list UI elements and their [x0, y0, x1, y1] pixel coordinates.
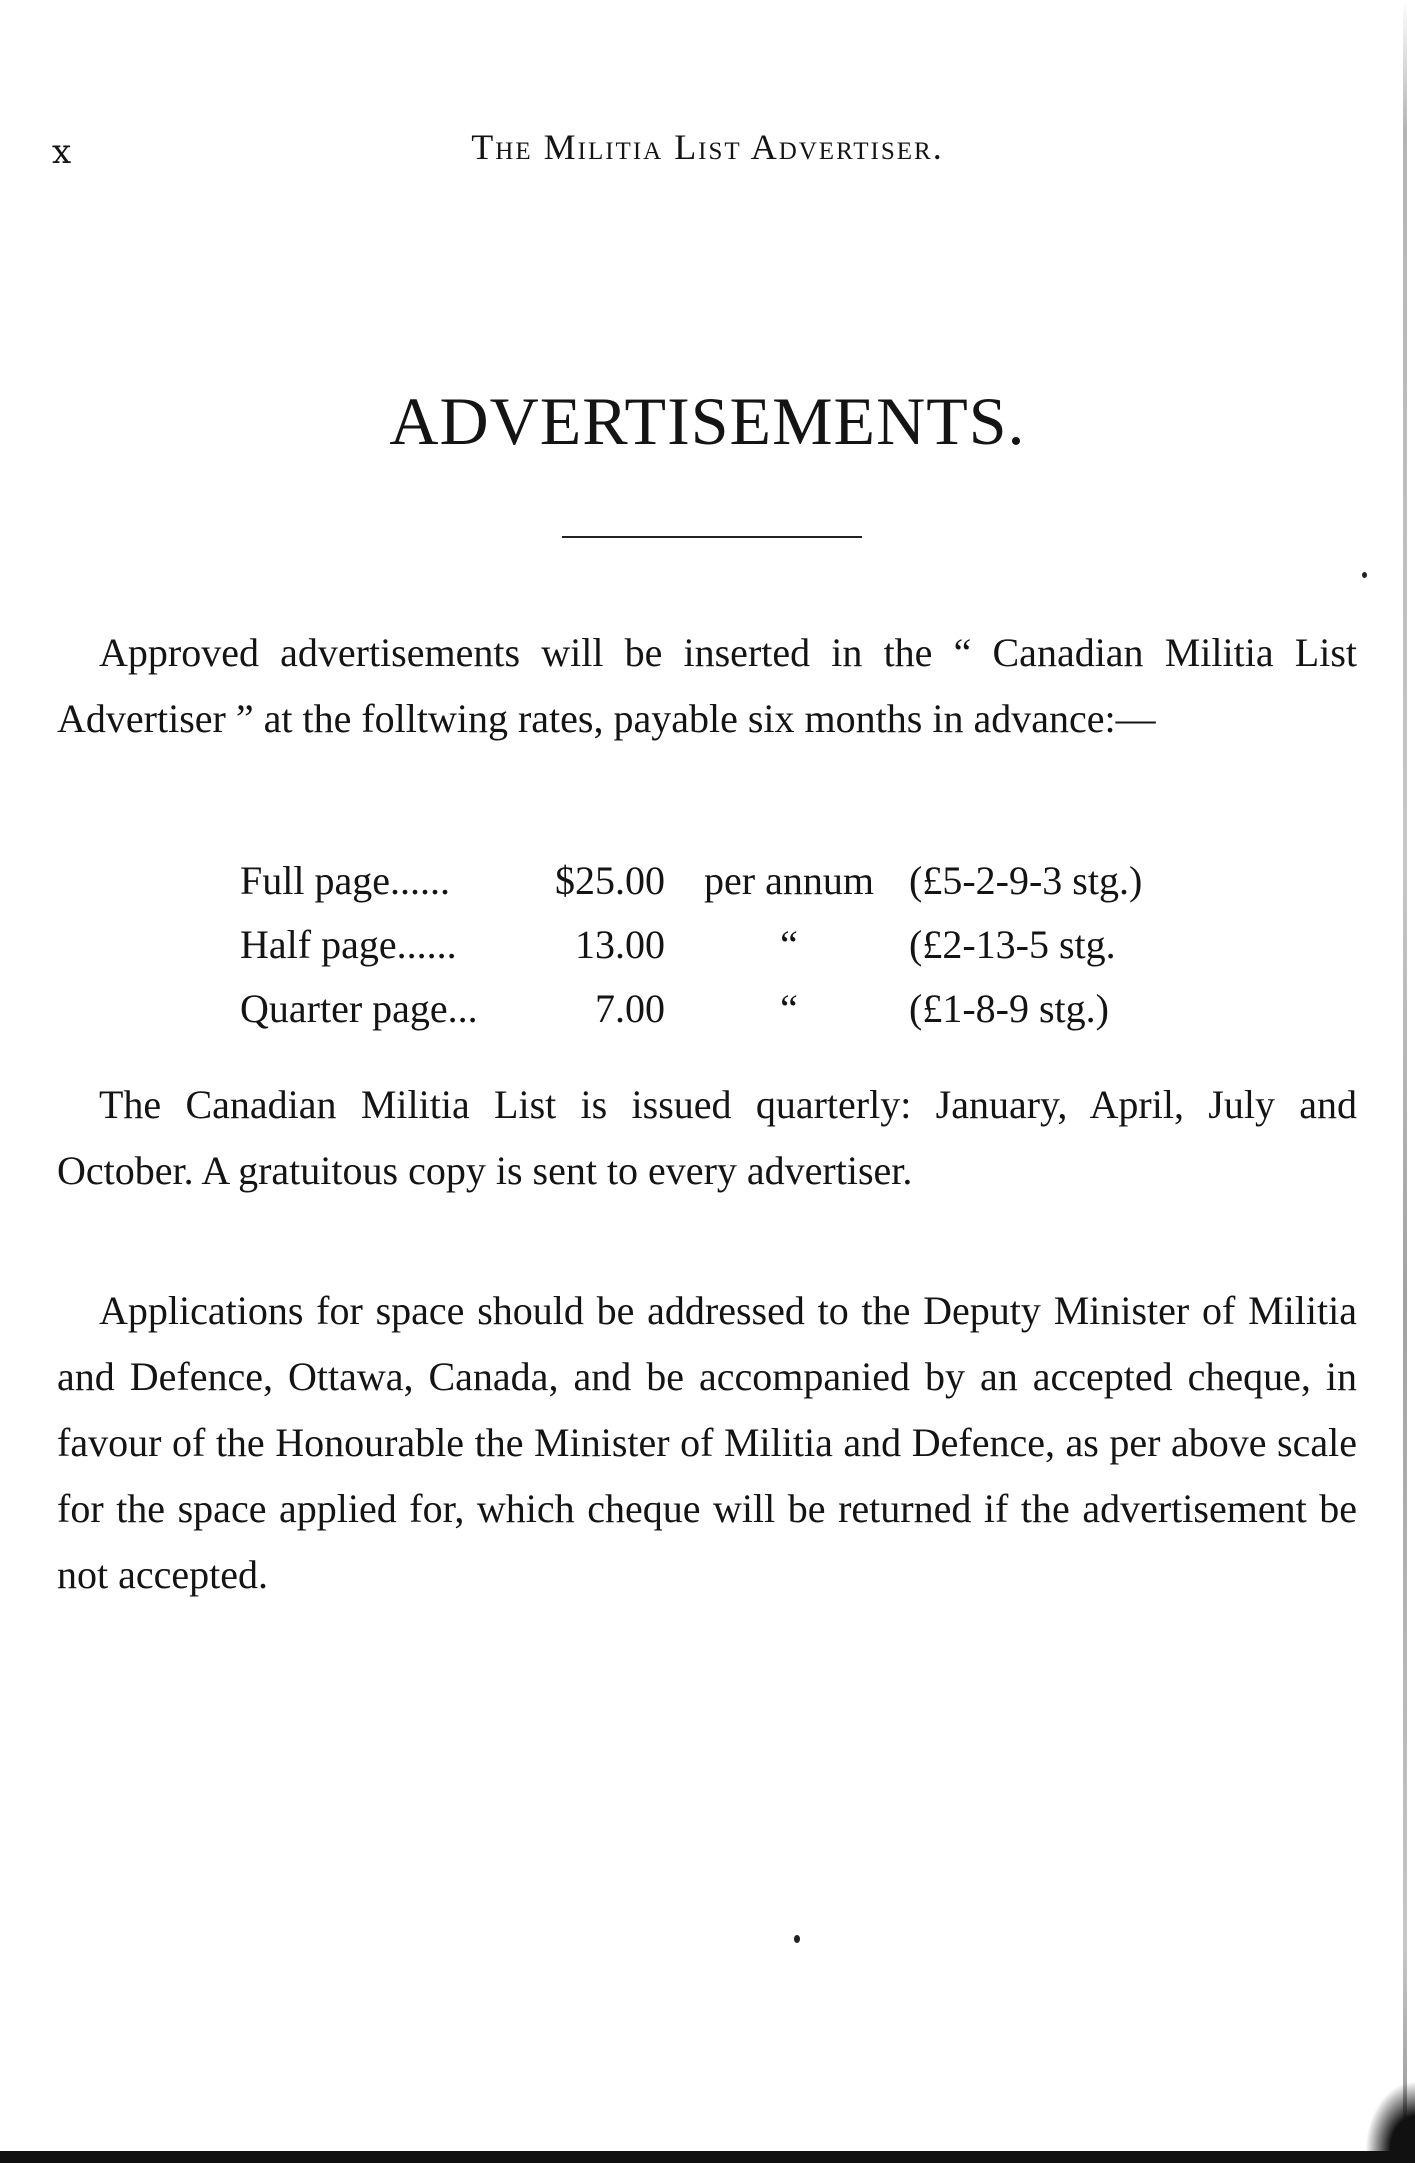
rate-amount: 13.00	[575, 921, 665, 967]
rate-row-quarter	[240, 976, 1239, 1040]
rate-label: Full page......	[240, 857, 450, 903]
rate-sterling: (£2-13-5 stg.	[909, 921, 1116, 967]
rate-row-half	[240, 912, 1239, 976]
heading-rule	[562, 536, 862, 538]
issue-paragraph: The Canadian Militia List is issued quarterly: January, April, July and October. A gratuitous copy is sent to every advertiser.	[57, 1082, 1357, 1193]
rate-sterling: (£5-2-9-3 stg.)	[909, 857, 1143, 903]
page-edge-shadow	[1403, 0, 1407, 2163]
page-title: ADVERTISEMENTS.	[389, 383, 1026, 459]
applications-paragraph: Applications for space should be addressed to the Deputy Minister of Militia and Defence, Ottawa, Canada, and be accompanied by an accepted cheque, in favour of the Honourable the Minister of Militia and Defence, as per above scale for the space applied for, which cheque will be returned if the advertisement be not accepted.	[57, 1288, 1357, 1597]
rate-amount: $25.00	[555, 857, 665, 903]
ink-speck	[1362, 572, 1367, 578]
rate-period: “	[780, 985, 798, 1031]
ink-speck	[794, 1935, 800, 1943]
rate-label: Half page......	[240, 921, 457, 967]
rates-table	[240, 848, 1239, 1040]
rate-row-full	[240, 848, 1239, 912]
rate-period: “	[780, 921, 798, 967]
rate-sterling: (£1-8-9 stg.)	[909, 985, 1109, 1031]
intro-paragraph: Approved advertisements will be inserted in the “ Canadian Militia List Advertiser ” at the folltwing rates, payable six months in advance:—	[57, 630, 1357, 741]
page-number: x	[52, 132, 73, 172]
rate-label: Quarter page...	[240, 985, 478, 1031]
rate-period: per annum	[704, 857, 874, 903]
running-head: The Militia List Advertiser.	[471, 127, 944, 167]
page-bottom-edge	[0, 2151, 1415, 2163]
rate-amount: 7.00	[595, 985, 665, 1031]
page-corner-shadow	[1365, 2081, 1415, 2151]
